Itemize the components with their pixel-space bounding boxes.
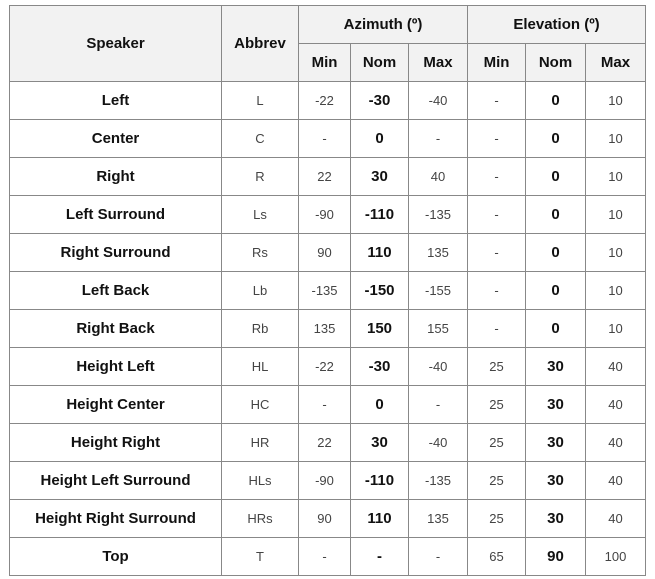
speaker-cell: Left Surround — [10, 196, 222, 234]
elevation-min-cell: 25 — [468, 386, 526, 424]
table-row — [10, 500, 646, 538]
azimuth-nom-cell: -150 — [351, 272, 409, 310]
elevation-max-cell: 100 — [586, 538, 646, 576]
abbrev-cell: Rb — [222, 310, 299, 348]
abbrev-cell: L — [222, 82, 299, 120]
table-row — [10, 462, 646, 500]
elevation-min-cell: 25 — [468, 424, 526, 462]
header-el-nom: Nom — [526, 44, 586, 82]
table-row — [10, 348, 646, 386]
azimuth-max-cell: -40 — [409, 82, 468, 120]
abbrev-cell: HC — [222, 386, 299, 424]
azimuth-min-cell: -22 — [299, 82, 351, 120]
elevation-max-cell: 10 — [586, 234, 646, 272]
azimuth-min-cell: 135 — [299, 310, 351, 348]
azimuth-max-cell: - — [409, 120, 468, 158]
elevation-max-cell: 40 — [586, 424, 646, 462]
header-az-min: Min — [299, 44, 351, 82]
speaker-table — [9, 5, 646, 576]
table-row — [10, 234, 646, 272]
elevation-nom-cell: 0 — [526, 158, 586, 196]
elevation-nom-cell: 0 — [526, 120, 586, 158]
speaker-cell: Height Right — [10, 424, 222, 462]
speaker-cell: Right Back — [10, 310, 222, 348]
elevation-max-cell: 40 — [586, 348, 646, 386]
abbrev-cell: T — [222, 538, 299, 576]
elevation-min-cell: - — [468, 196, 526, 234]
table-row — [10, 196, 646, 234]
elevation-nom-cell: 0 — [526, 310, 586, 348]
header-azimuth: Azimuth (º) — [299, 6, 468, 44]
azimuth-max-cell: 135 — [409, 500, 468, 538]
elevation-min-cell: 25 — [468, 348, 526, 386]
azimuth-min-cell: 90 — [299, 500, 351, 538]
table-body — [10, 82, 646, 576]
elevation-max-cell: 10 — [586, 196, 646, 234]
elevation-nom-cell: 30 — [526, 424, 586, 462]
speaker-cell: Center — [10, 120, 222, 158]
azimuth-max-cell: 135 — [409, 234, 468, 272]
azimuth-max-cell: -135 — [409, 196, 468, 234]
elevation-max-cell: 10 — [586, 310, 646, 348]
azimuth-nom-cell: 150 — [351, 310, 409, 348]
azimuth-nom-cell: 0 — [351, 386, 409, 424]
speaker-cell: Height Center — [10, 386, 222, 424]
elevation-min-cell: - — [468, 120, 526, 158]
elevation-min-cell: 65 — [468, 538, 526, 576]
elevation-min-cell: - — [468, 234, 526, 272]
abbrev-cell: Lb — [222, 272, 299, 310]
abbrev-cell: Rs — [222, 234, 299, 272]
speaker-cell: Height Left — [10, 348, 222, 386]
elevation-nom-cell: 90 — [526, 538, 586, 576]
azimuth-max-cell: -40 — [409, 424, 468, 462]
speaker-cell: Left Back — [10, 272, 222, 310]
elevation-nom-cell: 0 — [526, 272, 586, 310]
table-row — [10, 310, 646, 348]
azimuth-min-cell: 90 — [299, 234, 351, 272]
table-row — [10, 424, 646, 462]
abbrev-cell: HRs — [222, 500, 299, 538]
header-az-max: Max — [409, 44, 468, 82]
elevation-min-cell: 25 — [468, 500, 526, 538]
speaker-cell: Left — [10, 82, 222, 120]
elevation-max-cell: 40 — [586, 500, 646, 538]
azimuth-nom-cell: -30 — [351, 348, 409, 386]
header-az-nom: Nom — [351, 44, 409, 82]
abbrev-cell: HR — [222, 424, 299, 462]
elevation-max-cell: 10 — [586, 272, 646, 310]
azimuth-min-cell: -90 — [299, 462, 351, 500]
azimuth-max-cell: -40 — [409, 348, 468, 386]
abbrev-cell: C — [222, 120, 299, 158]
azimuth-min-cell: - — [299, 120, 351, 158]
speaker-cell: Top — [10, 538, 222, 576]
elevation-nom-cell: 0 — [526, 234, 586, 272]
elevation-max-cell: 10 — [586, 120, 646, 158]
header-el-min: Min — [468, 44, 526, 82]
azimuth-nom-cell: 0 — [351, 120, 409, 158]
table-row — [10, 272, 646, 310]
azimuth-nom-cell: 30 — [351, 158, 409, 196]
speaker-cell: Height Right Surround — [10, 500, 222, 538]
azimuth-nom-cell: 110 — [351, 500, 409, 538]
header-speaker: Speaker — [10, 6, 222, 82]
azimuth-min-cell: 22 — [299, 158, 351, 196]
header-elevation: Elevation (º) — [468, 6, 646, 44]
azimuth-nom-cell: - — [351, 538, 409, 576]
speaker-cell: Right Surround — [10, 234, 222, 272]
elevation-nom-cell: 0 — [526, 82, 586, 120]
azimuth-nom-cell: -110 — [351, 462, 409, 500]
azimuth-nom-cell: -30 — [351, 82, 409, 120]
abbrev-cell: HL — [222, 348, 299, 386]
elevation-nom-cell: 0 — [526, 196, 586, 234]
table-row — [10, 158, 646, 196]
table-row — [10, 386, 646, 424]
abbrev-cell: Ls — [222, 196, 299, 234]
speaker-cell: Height Left Surround — [10, 462, 222, 500]
elevation-max-cell: 10 — [586, 82, 646, 120]
azimuth-min-cell: -135 — [299, 272, 351, 310]
table-header — [10, 6, 646, 82]
table-row — [10, 120, 646, 158]
elevation-min-cell: - — [468, 310, 526, 348]
azimuth-max-cell: -135 — [409, 462, 468, 500]
azimuth-max-cell: - — [409, 386, 468, 424]
elevation-min-cell: - — [468, 272, 526, 310]
speaker-cell: Right — [10, 158, 222, 196]
azimuth-nom-cell: 110 — [351, 234, 409, 272]
elevation-max-cell: 10 — [586, 158, 646, 196]
azimuth-min-cell: - — [299, 386, 351, 424]
azimuth-max-cell: 40 — [409, 158, 468, 196]
elevation-nom-cell: 30 — [526, 348, 586, 386]
elevation-max-cell: 40 — [586, 386, 646, 424]
azimuth-max-cell: - — [409, 538, 468, 576]
azimuth-max-cell: -155 — [409, 272, 468, 310]
azimuth-nom-cell: 30 — [351, 424, 409, 462]
table-row — [10, 538, 646, 576]
header-el-max: Max — [586, 44, 646, 82]
azimuth-min-cell: -90 — [299, 196, 351, 234]
elevation-min-cell: - — [468, 158, 526, 196]
elevation-min-cell: 25 — [468, 462, 526, 500]
abbrev-cell: HLs — [222, 462, 299, 500]
azimuth-min-cell: 22 — [299, 424, 351, 462]
azimuth-max-cell: 155 — [409, 310, 468, 348]
header-abbrev: Abbrev — [222, 6, 299, 82]
elevation-nom-cell: 30 — [526, 462, 586, 500]
table-row — [10, 82, 646, 120]
elevation-max-cell: 40 — [586, 462, 646, 500]
elevation-nom-cell: 30 — [526, 500, 586, 538]
elevation-min-cell: - — [468, 82, 526, 120]
azimuth-nom-cell: -110 — [351, 196, 409, 234]
azimuth-min-cell: -22 — [299, 348, 351, 386]
elevation-nom-cell: 30 — [526, 386, 586, 424]
azimuth-min-cell: - — [299, 538, 351, 576]
abbrev-cell: R — [222, 158, 299, 196]
